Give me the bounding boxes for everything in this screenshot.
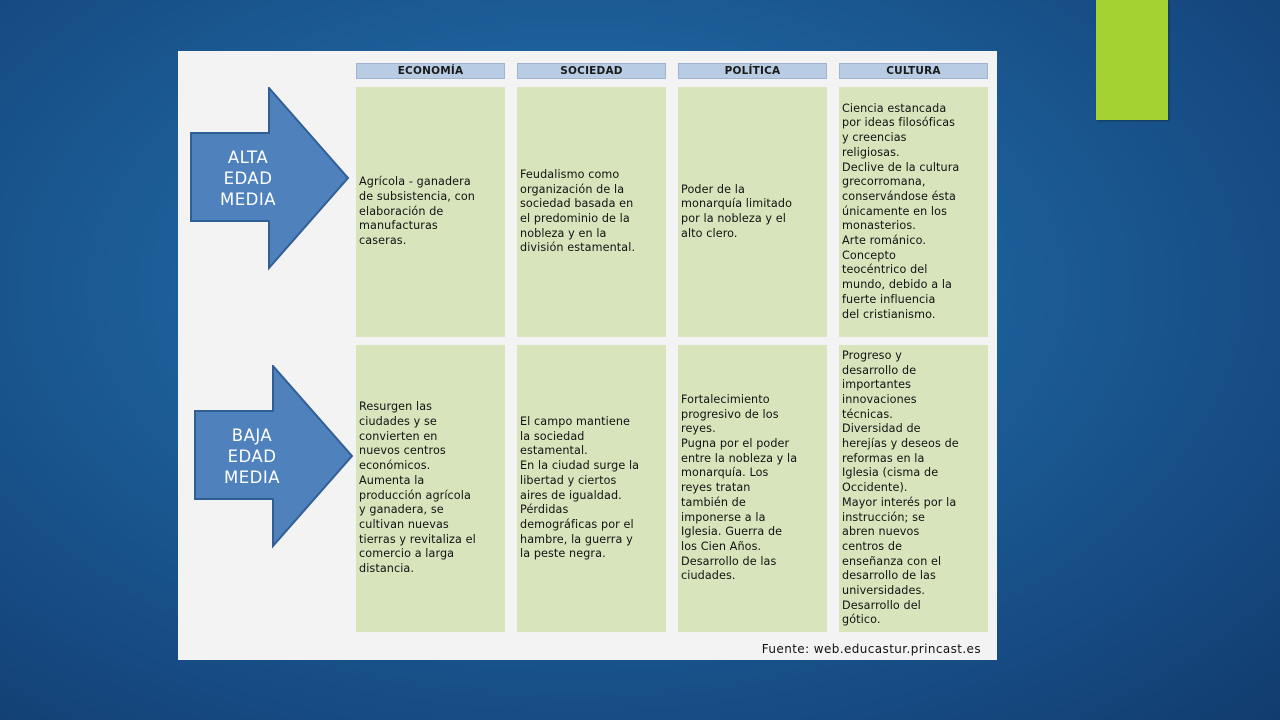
cell-text: Agrícola - ganadera de subsistencia, con elaboración de manufacturas caseras.	[359, 175, 475, 248]
cell-alta-politica	[678, 87, 827, 337]
cell-baja-politica	[678, 345, 827, 632]
cell-text: El campo mantiene la sociedad estamental. En la ciudad surge la libertad y ciertos aires de igualdad. Pérdidas demográficas por el hambre, la guerra y la peste negra.	[520, 414, 640, 561]
cell-alta-economia	[356, 87, 505, 337]
row-label-baja-edad-media: BAJA EDAD MEDIA	[223, 426, 281, 487]
cell-baja-sociedad	[517, 345, 666, 632]
source-credit: Fuente: web.educastur.princast.es	[761, 642, 981, 656]
cell-text: Progreso y desarrollo de importantes innovaciones técnicas. Diversidad de herejías y deseos de reformas en la Iglesia (cisma de Occidente). Mayor interés por la instrucción; se abren nuevos centros de enseñanza con el desarrollo de las universidades. Desarrollo del gótico.	[842, 348, 959, 627]
row-label-alta-edad-media: ALTA EDAD MEDIA	[219, 148, 277, 209]
header-sociedad: SOCIEDAD	[517, 63, 666, 79]
cell-text: Feudalismo como organización de la sociedad basada en el predominio de la nobleza y en la división estamental.	[520, 167, 636, 255]
cell-alta-sociedad	[517, 87, 666, 337]
cell-baja-cultura	[839, 345, 988, 632]
cell-text: Fortalecimiento progresivo de los reyes. Pugna por el poder entre la nobleza y la monarquía. Los reyes tratan también de imponerse a la Iglesia. Guerra de los Cien Años. Desarrollo de las ciudades.	[681, 392, 798, 583]
cell-alta-cultura	[839, 87, 988, 337]
cell-text: Resurgen las ciudades y se convierten en nuevos centros económicos. Aumenta la producción agrícola y ganadera, se cultivan nuevas tierras y revitaliza el comercio a larga distancia.	[359, 400, 476, 576]
header-economia: ECONOMÍA	[356, 63, 505, 79]
comparison-table-panel	[178, 51, 997, 660]
cell-baja-economia	[356, 345, 505, 632]
header-politica: POLÍTICA	[678, 63, 827, 79]
cell-text: Ciencia estancada por ideas filosóficas y creencias religiosas. Declive de la cultura grecorromana, conservándose ésta únicamente en los monasterios. Arte románico. Concepto teocéntrico del mundo, debido a la fuerte influencia del cristianismo.	[842, 101, 960, 321]
header-cultura: CULTURA	[839, 63, 988, 79]
accent-bar	[1096, 0, 1168, 120]
cell-text: Poder de la monarquía limitado por la nobleza y el alto clero.	[681, 182, 793, 240]
